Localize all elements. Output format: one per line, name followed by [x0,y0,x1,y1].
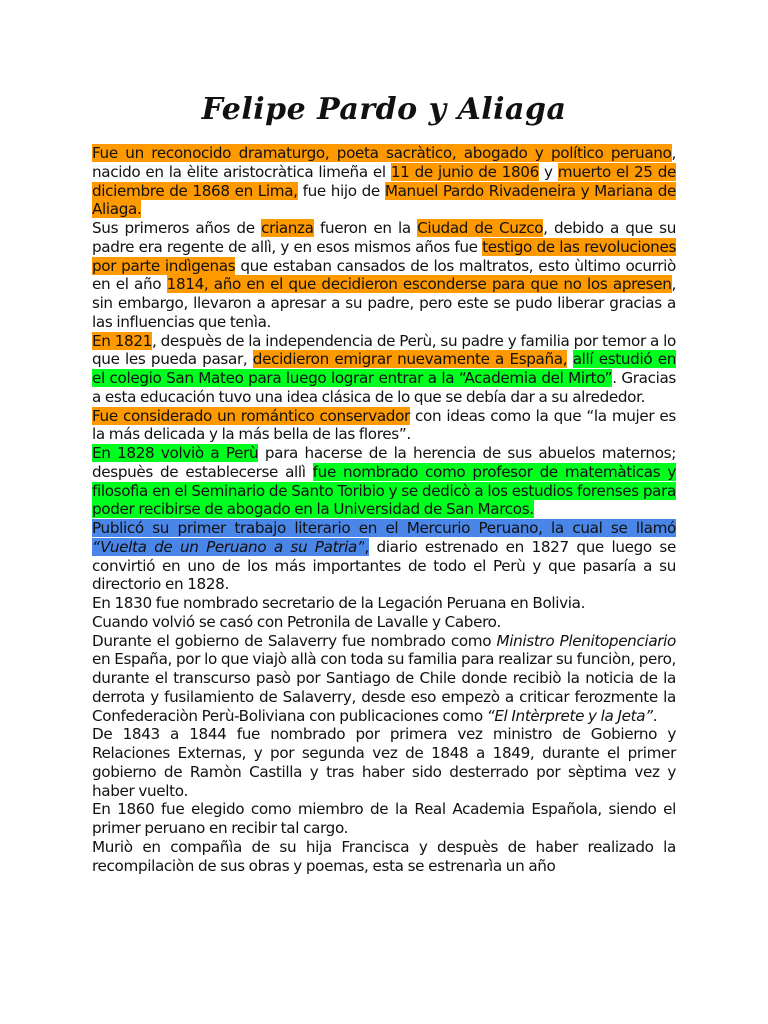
highlighted-text: En 1821 [92,331,152,350]
text-run: en España, por lo que viajò allà con toda su familia para realizar su funciòn, pero, durante el transcurso pasò por Santiago de Chile donde recibiò la noticia de la derrota y fusilamiento de Salaverry, desde eso empezò a criticar ferozmente la Confederaciòn Perù-Boliviana con publicaciones como [92,650,676,725]
text-run: De 1843 a 1844 fue nombrado por primera vez ministro de Gobierno y Relaciones Externas, y por segunda vez de 1848 a 1849, durante el primer gobierno de Ramòn Castilla y tras haber sido desterrado por sèptima vez y haber vuelto. [92,725,676,800]
paragraph [92,444,676,519]
text-run: En 1860 fue elegido como miembro de la Real Academia Española, siendo el primer peruano en recibir tal cargo. [92,800,676,837]
text-run: , despuès de la independencia de Perù, su padre y familia por temor a lo que les pueda pasar, [92,331,676,369]
highlighted-text: Publicó su primer trabajo literario en el Mercurio Peruano, la cual se llamó [92,519,676,537]
text-run: que estaban cansados de los maltratos, esto ùltimo ocurriò en el año [92,256,676,294]
text-run: , debido a que su padre era regente de allì, y en esos mismos años fue [92,219,676,256]
highlighted-text: 11 de junio de 1806 [390,162,539,181]
highlighted-text: , [364,537,369,556]
highlighted-text: Fue un reconocido dramaturgo, poeta sacràtico, abogado y político peruano [92,144,672,162]
text-run: Muriò en compañìa de su hija Francisca y despuès de haber realizado la recompilaciòn de sus obras y poemas, esta se estrenarìa un año [92,837,676,875]
highlighted-text: fue nombrado como profesor de matemàticas y filosofìa en el Seminario de Santo Toribio y se dedicò a los estudios forenses para poder recibirse de abogado en la Universidad de San Marcos. [92,462,676,519]
highlighted-text: “Vuelta de un Peruano a su Patria” [92,537,365,556]
text-run: Sus primeros años de [92,219,262,237]
highlighted-text: Ciudad de Cuzco [417,219,544,237]
text-run: Cuando volvió se casó con Petronila de Lavalle y Cabero. [92,612,501,631]
highlighted-text: Manuel Pardo Rivadeneira y Mariana de Aliaga. [92,181,677,219]
paragraph [92,144,676,219]
text-run: para hacerse de la herencia de sus abuelos maternos; despuès de establecerse allì [92,444,676,481]
text-run: y [538,162,558,181]
text-run: En 1830 fue nombrado secretario de la Legación Peruana en Bolivia. [92,594,586,612]
paragraph [92,219,676,332]
paragraph [92,632,676,726]
highlighted-text: muerto el 25 de diciembre de 1868 en Lima, [92,162,676,200]
paragraph [92,407,676,445]
paragraph [92,594,676,613]
document-body [92,144,676,875]
text-run: . Gracias a esta educación tuvo una idea clásica de lo que se debía dar a su alrededor. [92,369,676,406]
text-run: fueron en la [313,219,418,237]
highlighted-text: Fue considerado un romántico conservador [92,406,410,425]
paragraph [92,800,676,838]
text-run: Ministro Plenitopenciario [496,631,676,650]
paragraph [92,725,676,800]
highlighted-text: En 1828 volviò a Perù [92,444,259,462]
text-run: con ideas como la que “la mujer es la más delicada y la más bella de las flores”. [92,406,676,444]
text-run: fue hijo de [297,181,385,200]
text-run [567,350,572,368]
document-title: Felipe Pardo y Aliaga [201,92,567,127]
highlighted-text: testigo de las revoluciones por parte indìgenas [92,237,677,275]
paragraph [92,332,676,407]
paragraph [92,613,676,632]
highlighted-text: decidieron emigrar nuevamente a España, [252,350,568,369]
text-run: “El Intèrprete y la Jeta” [486,706,653,725]
highlighted-text: allí estudió en el colegio San Mateo para luego lograr entrar a la “Academia del Mirto” [92,350,676,387]
highlighted-text: 1814, año en el que decidieron esconderse para que no los apresen [166,275,672,294]
text-run: diario estrenado en 1827 que luego se convirtió en uno de los más importantes de todo el Perù y que pasaría a su directorio en 1828. [92,537,676,594]
paragraph [92,838,676,876]
text-run: , sin embargo, llevaron a apresar a su padre, pero este se pudo liberar gracias a las influencias que tenìa. [92,275,676,331]
text-run: . [652,706,658,725]
highlighted-text: crianza [261,219,314,237]
paragraph [92,519,676,594]
text-run: Durante el gobierno de Salaverry fue nombrado como [92,631,497,650]
text-run: , nacido en la èlite aristocràtica limeña el [92,144,676,181]
